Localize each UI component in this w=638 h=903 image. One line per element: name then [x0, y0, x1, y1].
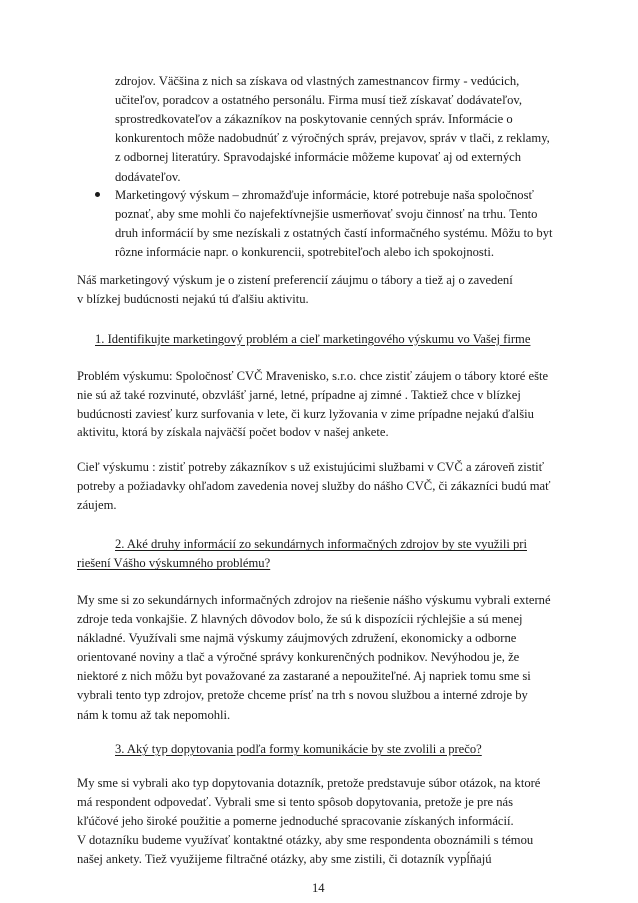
text-line: Marketingový výskum – zhromažďuje informácie, ktoré potrebuje naša spoločnosť: [115, 187, 534, 202]
text-line: Cieľ výskumu : zistiť potreby zákazníkov s už existujúcimi službami v CVČ a zároveň zistiť: [77, 459, 545, 474]
text-line: Náš marketingový výskum je o zistení preferencií záujmu o tábory a tiež aj o zavedení: [77, 273, 513, 288]
text-line: vybrali tento typ zdrojov, pretože chceme prísť na trh s novou službou a interné zdroje by: [77, 688, 528, 703]
text-line: záujem.: [77, 498, 117, 513]
text-line: Problém výskumu: Spoločnosť CVČ Mravenisko, s.r.o. chce zistiť záujem o tábory ktoré ešte: [77, 368, 549, 383]
heading-line: riešení Vášho výskumného problému?: [77, 556, 271, 571]
heading-line: 2. Aké druhy informácií zo sekundárnych informačných zdrojov by ste využili pri: [115, 537, 527, 552]
text-line: zdroje teda vonkajšie. Z hlavných dôvodov bolo, že sú k dispozícii rýchlejšie a sú menej: [77, 611, 523, 626]
text-line: má respondent odpovedať. Vybrali sme si tento spôsob dopytovania, pretože je pre nás: [77, 794, 514, 809]
text-line: zdrojov. Väčšina z nich sa získava od vlastných zamestnancov firmy - vedúcich,: [115, 74, 520, 88]
text-line: druh informácií by sme nezískali z ostatných častí informačného systému. Môžu to byt: [115, 226, 553, 241]
text-line: sprostredkovateľov a zákazníkov na poskytovanie cenných správ. Informácie o: [115, 112, 513, 127]
text-line: v blízkej budúcnosti nejakú tú ďalšiu aktivitu.: [77, 291, 309, 306]
text-line: budúcnosti zaviesť kurz surfovania v lete, či kurz lyžovania v zime prípadne nejakú ďalšiu: [77, 407, 534, 422]
text-line: nie sú až také rozvinuté, obzvlášť jarné, letné, prípadne aj zimné . Taktiež chce v blízkej: [77, 388, 521, 403]
text-line: dodávateľov.: [115, 169, 181, 184]
text-line: učiteľov, poradcov a ostatného personálu. Firma musí tiež získavať dodávateľov,: [115, 93, 523, 108]
text-line: My sme si vybrali ako typ dopytovania dotazník, pretože predstavuje súbor otázok, na ktoré: [77, 775, 541, 790]
section-heading-3: 3. Aký typ dopytovania podľa formy komunikácie by ste zvolili a prečo?: [115, 742, 482, 757]
section-heading-1: 1. Identifikujte marketingový problém a cieľ marketingového výskumu vo Vašej firme: [95, 331, 531, 346]
text-line: aktivitu, ktorá by získala najväčší počet bodov v našej ankete.: [77, 425, 389, 440]
text-line: niektoré z nich môžu byt považované za zastarané a nepoužiteľné. Aj napriek tomu sme si: [77, 669, 531, 684]
text-line: orientované noviny a tlač a výročné správy konkurenčných podnikov. Nevýhodou je, že: [77, 650, 520, 665]
bullet-icon: [95, 192, 100, 197]
text-line: našej ankety. Tiež využijeme filtračné otázky, aby sme zistili, či dotazník vypĺňajú: [77, 852, 492, 867]
text-line: My sme si zo sekundárnych informačných zdrojov na riešenie nášho výskumu vybrali externé: [77, 592, 551, 607]
text-line: potreby a požiadavky ohľadom zavedenia novej služby do nášho CVČ, či zákazníci budú mať: [77, 479, 551, 494]
text-line: poznať, aby sme mohli čo najefektívnejšie usmerňovať svoju činnosť na trhu. Tento: [115, 206, 538, 221]
page-number: 14: [312, 881, 325, 896]
text-line: konkurentoch môže nadobudnúť z výročných správ, prejavov, správ v tlači, z reklamy,: [115, 131, 550, 146]
text-line: rôzne informácie napr. o konkurencii, spotrebiteľoch alebo ich spokojnosti.: [115, 245, 494, 260]
text-line: z odbornej literatúry. Spravodajské informácie môžeme kupovať aj od externých: [115, 150, 522, 165]
text-line: nákladné. Využívali sme najmä výskumy záujmových združení, ekonomicky a odborne: [77, 631, 517, 646]
text-line: V dotazníku budeme využívať kontaktné otázky, aby sme respondenta oboznámili s témou: [77, 833, 534, 848]
text-line: nám k tomu až tak nepomohli.: [77, 707, 231, 722]
text-line: kľúčové jeho široké použitie a pomerne jednoduché spracovanie získaných informácií.: [77, 814, 514, 829]
